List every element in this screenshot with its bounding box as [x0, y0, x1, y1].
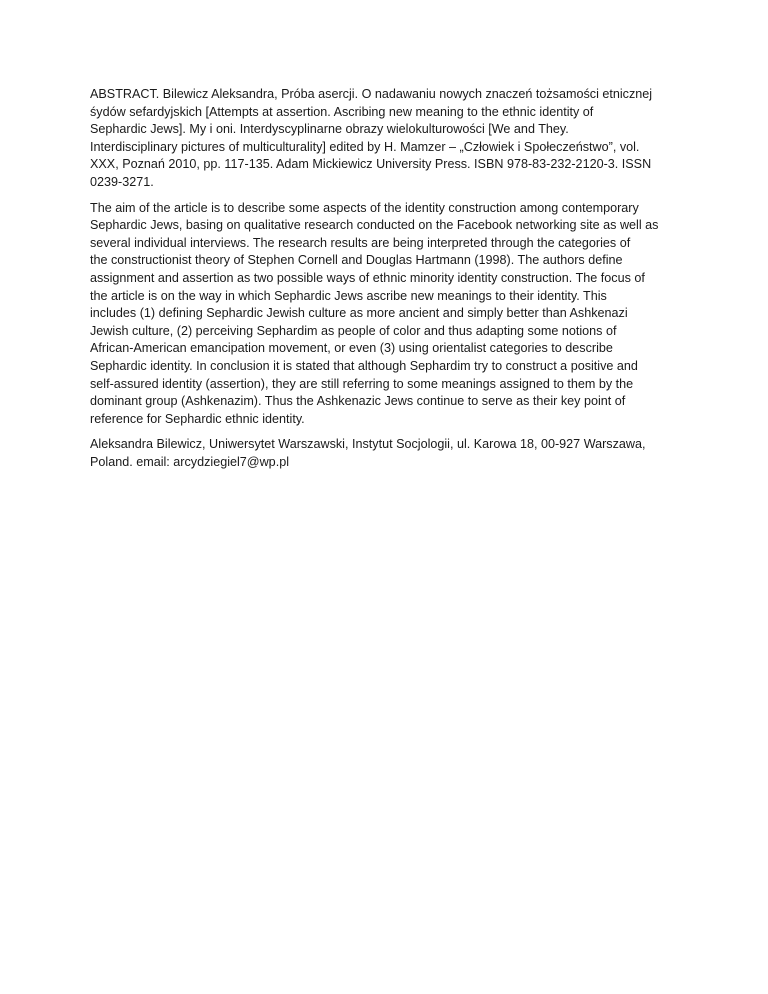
document-body [90, 86, 680, 479]
abstract-paragraph: ABSTRACT. Bilewicz Aleksandra, Próba asercji. O nadawaniu nowych znaczeń tożsamości etnicznej śydów sefardyjskich [Attempts at assertion. Ascribing new meaning to the ethnic identity of Sephardic Jews]. My i oni. Interdyscyplinarne obrazy wielokulturowości [We and They. Interdisciplinary pictures of multiculturality] edited by H. Mamzer – „Człowiek i Społeczeństwo”, vol. XXX, Poznań 2010, pp. 117-135. Adam Mickiewicz University Press. ISBN 978-83-232-2120-3. ISSN 0239-3271. [90, 87, 653, 189]
author-affiliation-paragraph: Aleksandra Bilewicz, Uniwersytet Warszawski, Instytut Socjologii, ul. Karowa 18, 00-927 Warszawa, Poland. email: arcydziegiel7@wp.pl [90, 437, 646, 469]
summary-paragraph: The aim of the article is to describe some aspects of the identity construction among contemporary Sephardic Jews, basing on qualitative research conducted on the Facebook networking site as well as several individual interviews. The research results are being interpreted through the categories of the constructionist theory of Stephen Cornell and Douglas Hartmann (1998). The authors define assignment and assertion as two possible ways of ethnic minority identity construction. The focus of the article is on the way in which Sephardic Jews ascribe new meanings to their identity. This includes (1) defining Sephardic Jewish culture as more ancient and simply better than Ashkenazi Jewish culture, (2) perceiving Sephardim as people of color and thus adapting some notions of African-American emancipation movement, or even (3) using orientalist categories to describe Sephardic identity. In conclusion it is stated that although Sephardim try to construct a positive and self-assured identity (assertion), they are still referring to some meanings assigned to them by the dominant group (Ashkenazim). Thus the Ashkenazic Jews continue to serve as their key point of reference for Sephardic ethnic identity. [90, 200, 659, 426]
